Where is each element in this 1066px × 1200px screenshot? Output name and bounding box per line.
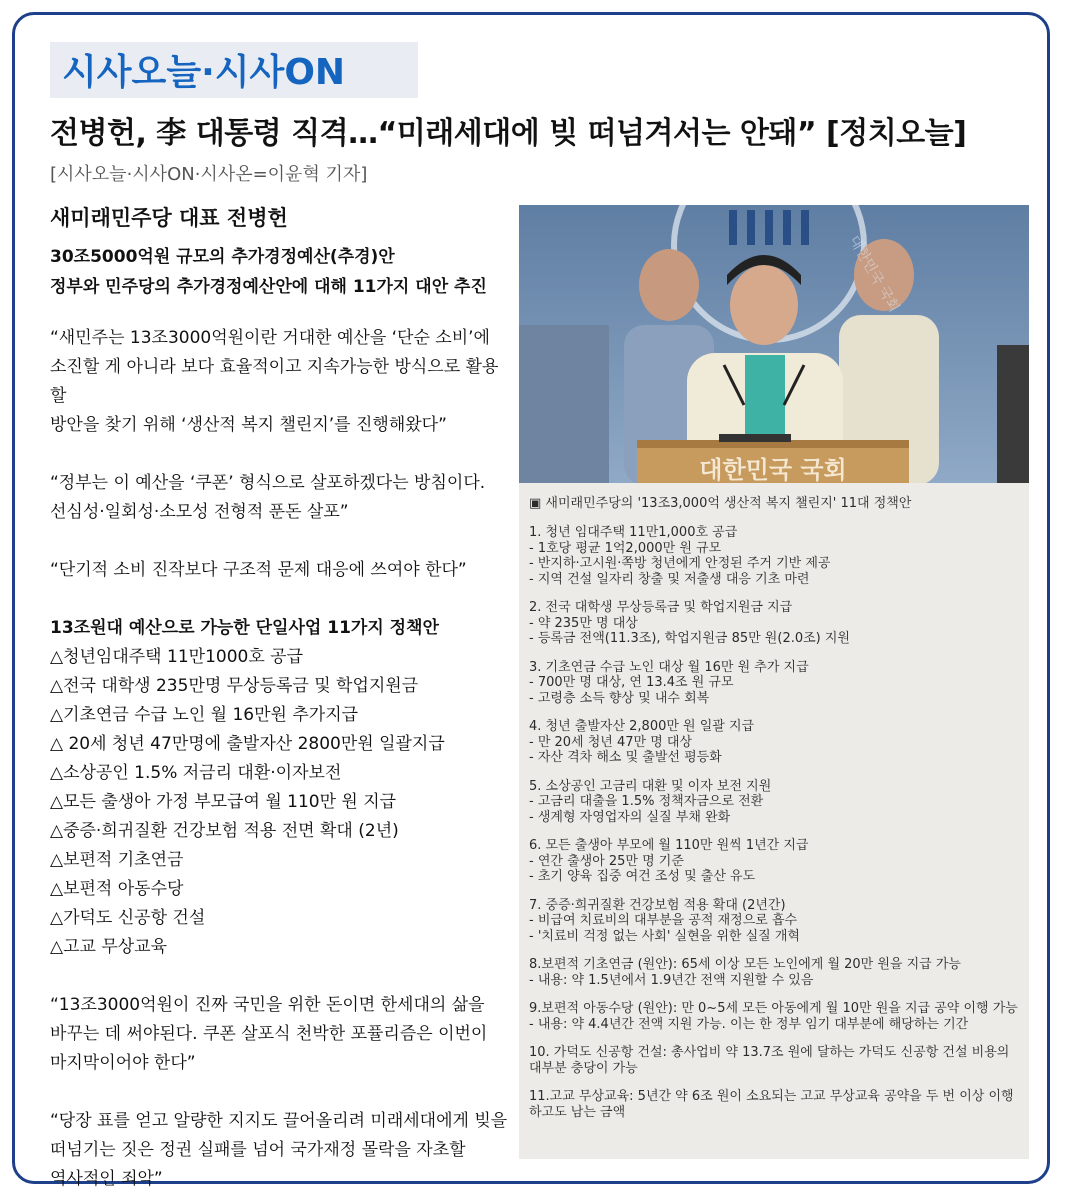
quote-line: 방안을 찾기 위해 ‘생산적 복지 챌린지’를 진행해왔다” — [50, 415, 447, 435]
card-line: 6. 모든 출생아 부모에 월 110만 원씩 1년간 지급 — [529, 838, 809, 853]
card-line: 4. 청년 출발자산 2,800만 원 일괄 지급 — [529, 719, 755, 734]
card-item-6 — [529, 838, 1019, 885]
list-item: △가덕도 신공항 건설 — [50, 908, 206, 928]
quote-line: “정부는 이 예산을 ‘쿠폰’ 형식으로 살포하겠다는 방침이다. — [50, 473, 486, 493]
card-line: - 연간 출생아 25만 명 기준 — [529, 853, 684, 869]
card-line: 3. 기초연금 수급 노인 대상 월 16만 원 추가 지급 — [529, 659, 809, 675]
list-item: △고교 무상교육 — [50, 937, 168, 957]
list-item: △전국 대학생 235만명 무상등록금 및 학업지원금 — [50, 676, 419, 696]
quote-line: “단기적 소비 진작보다 구조적 문제 대응에 쓰여야 한다” — [50, 560, 467, 580]
card-line: 5. 소상공인 고금리 대환 및 이자 보전 지원 — [529, 778, 772, 794]
list-item: △청년임대주택 11만1000호 공급 — [50, 647, 303, 667]
list-item: △ 20세 청년 47만명에 출발자산 2800만원 일괄지급 — [50, 734, 445, 754]
card-line: - 내용: 약 1.5년에서 1.9년간 전액 지원할 수 있음 — [529, 972, 814, 988]
card-item-11 — [529, 1089, 1019, 1120]
list-item: △보편적 아동수당 — [50, 879, 184, 899]
card-line: - 자산 격차 해소 및 출발선 평등화 — [529, 750, 722, 765]
card-line: - 비급여 치료비의 대부분을 공적 재정으로 흡수 — [529, 913, 798, 928]
card-item-3 — [529, 660, 1019, 707]
card-line: - 약 235만 명 대상 — [529, 615, 638, 631]
card-item-7 — [529, 898, 1019, 945]
card-line: 9.보편적 아동수당 (원안): 만 0~5세 모든 아동에게 월 10만 원을 지급 공약 이행 가능 — [529, 1001, 1018, 1016]
card-line: - 내용: 약 4.4년간 전액 지원 가능. 이는 한 정부 임기 대부분에 해당하는 기간 — [529, 1016, 969, 1032]
card-line: 11.고교 무상교육: 5년간 약 6조 원이 소요되는 고교 무상교육 공약을 두 번 이상 이행하고도 남는 금액 — [529, 1089, 1014, 1120]
quote-3 — [50, 556, 510, 585]
card-line: - 1호당 평균 1억2,000만 원 규모 — [529, 540, 722, 556]
quote-line: “새민주는 13조3000억원이란 거대한 예산을 ‘단순 소비’에 — [50, 328, 490, 348]
podium-sign: 대한민국 국회 — [699, 456, 847, 483]
quote-4 — [50, 991, 510, 1078]
list-item: △소상공인 1.5% 저금리 대환·이자보전 — [50, 763, 342, 783]
quote-2 — [50, 469, 510, 527]
backdrop-sign: 대한민국 국회 — [845, 233, 903, 316]
card-line: - 등록금 전액(11.3조), 학업지원금 85만 원(2.0조) 지원 — [529, 631, 850, 646]
card-line: - 초기 양육 집중 여건 조성 및 출산 유도 — [529, 869, 756, 884]
card-item-2 — [529, 600, 1019, 647]
card-line: - 생계형 자영업자의 실질 부채 완화 — [529, 809, 731, 825]
card-line: 7. 중증·희귀질환 건강보험 적용 확대 (2년간) — [529, 897, 786, 913]
card-item-5 — [529, 779, 1019, 826]
list-item: △기초연금 수급 노인 월 16만원 추가지급 — [50, 705, 359, 725]
headline: 전병헌, 李 대통령 직격…“미래세대에 빚 떠넘겨서는 안돼” [정치오늘] — [50, 116, 967, 151]
quote-line: 소진할 게 아니라 보다 효율적이고 지속가능한 방식으로 활용할 — [50, 357, 499, 406]
quote-line: 역사적인 죄악” — [50, 1169, 163, 1189]
card-line: - 고령층 소득 향상 및 내수 회복 — [529, 690, 710, 706]
card-line: - 700만 명 대상, 연 13.4조 원 규모 — [529, 675, 734, 690]
list-item: △중증·희귀질환 건강보험 적용 전면 확대 (2년) — [50, 821, 399, 841]
card-item-8 — [529, 957, 1019, 988]
card-item-4 — [529, 719, 1019, 766]
card-line: 10. 가덕도 신공항 건설: 총사업비 약 13.7조 원에 달하는 가덕도 신공항 건설 비용의 대부분 충당이 가능 — [529, 1045, 1010, 1076]
subhead-1: 30조5000억원 규모의 추가경정예산(추경)안 — [50, 247, 395, 267]
card-item-9 — [529, 1001, 1019, 1032]
card-line: - 반지하·고시원·쪽방 청년에게 안정된 주거 기반 제공 — [529, 556, 831, 571]
card-line: 8.보편적 기초연금 (원안): 65세 이상 모든 노인에게 월 20만 원을 지급 가능 — [529, 957, 961, 972]
press-photo — [519, 205, 1029, 483]
article-body — [50, 202, 510, 1194]
quote-line: 선심성·일회성·소모성 전형적 푼돈 살포” — [50, 502, 349, 522]
card-item-1 — [529, 525, 1019, 587]
article-subtitle: 새미래민주당 대표 전병헌 — [50, 206, 288, 230]
quote-line: “당장 표를 얻고 알량한 지지도 끌어올리려 미래세대에게 빚을 — [50, 1111, 508, 1131]
card-item-10 — [529, 1045, 1019, 1076]
logo-text: 시사오늘·시사ON — [62, 52, 346, 93]
quote-line: 떠넘기는 짓은 정권 실패를 넘어 국가재정 몰락을 자초할 — [50, 1140, 466, 1160]
quote-line: “13조3000억원이 진짜 국민을 위한 돈이면 한세대의 삶을 — [50, 995, 485, 1015]
section-title: 13조원대 예산으로 가능한 단일사업 11가지 정책안 — [50, 618, 439, 638]
list-item: △모든 출생아 가정 부모급여 월 110만 원 지급 — [50, 792, 397, 812]
quote-5 — [50, 1107, 510, 1194]
card-line: 2. 전국 대학생 무상등록금 및 학업지원금 지급 — [529, 600, 793, 615]
quote-line: 바꾸는 데 써야된다. 쿠폰 살포식 천박한 포퓰리즘은 이번이 — [50, 1024, 488, 1044]
card-line: - 지역 건설 일자리 창출 및 저출생 대응 기초 마련 — [529, 571, 810, 587]
card-title: ▣ 새미래민주당의 '13조3,000억 생산적 복지 챌린지' 11대 정책안 — [529, 496, 912, 511]
card-line: - 고금리 대출을 1.5% 정책자금으로 전환 — [529, 794, 764, 809]
card-line: - 만 20세 청년 47만 명 대상 — [529, 734, 693, 750]
list-item: △보편적 기초연금 — [50, 850, 184, 870]
policy-list — [50, 643, 510, 962]
policy-card — [519, 483, 1029, 1159]
quote-line: 마지막이어야 한다” — [50, 1053, 196, 1073]
card-line: 1. 청년 임대주택 11만1,000호 공급 — [529, 525, 738, 540]
quote-1 — [50, 324, 510, 440]
subhead-2: 정부와 민주당의 추가경정예산안에 대해 11가지 대안 추진 — [50, 277, 487, 297]
card-line: - '치료비 걱정 없는 사회' 실현을 위한 실질 개혁 — [529, 928, 800, 944]
site-logo[interactable] — [50, 42, 418, 98]
byline: [시사오늘·시사ON·시사온=이윤혁 기자] — [50, 164, 368, 185]
